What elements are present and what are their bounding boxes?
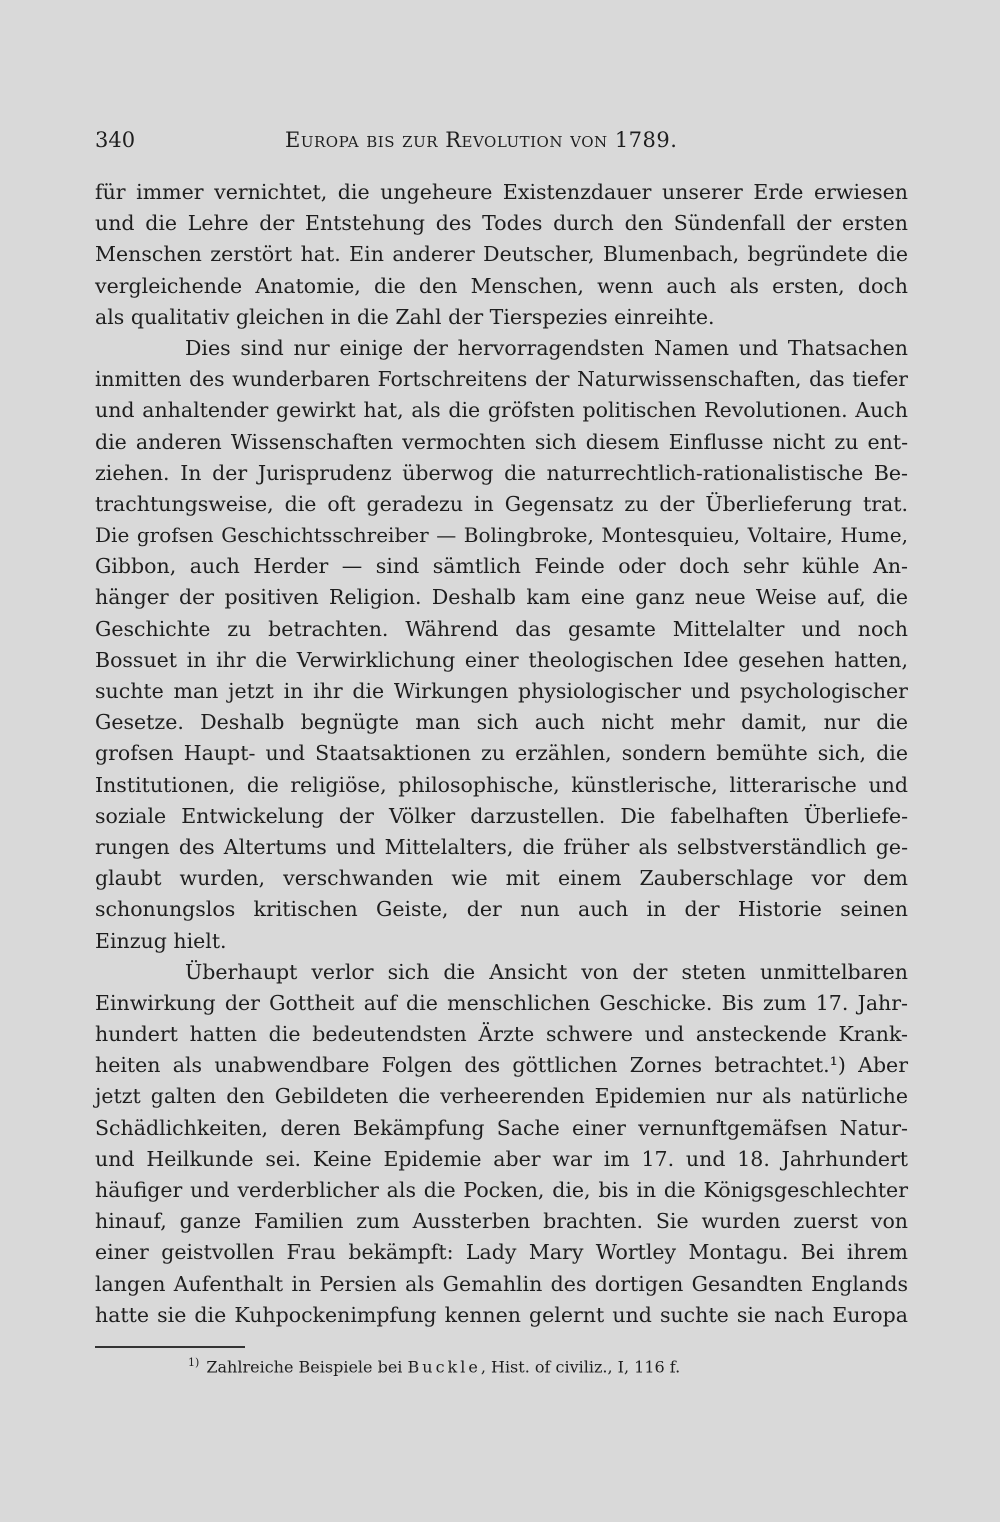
text-line: jetzt galten den Gebildeten die verheerenden Epidemien nur als natürliche xyxy=(95,1084,908,1109)
footnote-text-before: Zahlreiche Beispiele bei xyxy=(206,1357,403,1377)
footnote-author: Buckle xyxy=(407,1357,481,1377)
text-line: hundert hatten die bedeutendsten Ärzte schwere und ansteckende Krank- xyxy=(95,1022,908,1047)
text-line: Institutionen, die religiöse, philosophische, künstlerische, litterarische und xyxy=(95,772,908,797)
text-line: rungen des Altertums und Mittelalters, die früher als selbstverständlich ge- xyxy=(95,834,908,859)
page-number: 340 xyxy=(95,128,136,152)
footnote xyxy=(188,1352,680,1378)
running-title: Europa bis zur Revolution von 1789. xyxy=(285,128,678,152)
body-text xyxy=(95,177,908,1331)
text-line: Schädlichkeiten, deren Bekämpfung Sache einer vernunftgemäfsen Natur- xyxy=(95,1115,908,1140)
footnote-mark: 1) xyxy=(188,1356,200,1369)
text-line: vergleichende Anatomie, die den Menschen, wenn auch als ersten, doch xyxy=(95,273,908,298)
text-line: für immer vernichtet, die ungeheure Existenzdauer unserer Erde erwiesen xyxy=(95,180,908,204)
footnote-text-after: , Hist. of civiliz., I, 116 f. xyxy=(480,1357,681,1377)
text-line: suchte man jetzt in ihr die Wirkungen physiologischer und psychologischer xyxy=(95,679,908,703)
text-line: und die Lehre der Entstehung des Todes durch den Sündenfall der ersten xyxy=(95,211,908,236)
text-line: Menschen zerstört hat. Ein anderer Deutscher, Blumenbach, begründete die xyxy=(95,242,908,267)
text-line: heiten als unabwendbare Folgen des göttlichen Zornes betrachtet.¹) Aber xyxy=(95,1053,908,1078)
text-line: Die grofsen Geschichtsschreiber — Bolingbroke, Montesquieu, Voltaire, Hume, xyxy=(95,523,908,548)
text-line: trachtungsweise, die oft geradezu in Gegensatz zu der Überlieferung trat. xyxy=(95,491,908,516)
footnote-rule xyxy=(95,1346,245,1348)
running-header xyxy=(95,128,910,158)
text-line: einer geistvollen Frau bekämpft: Lady Mary Wortley Montagu. Bei ihrem xyxy=(95,1240,908,1265)
text-line: schonungslos kritischen Geiste, der nun auch in der Historie seinen xyxy=(95,897,908,922)
text-line: hinauf, ganze Familien zum Aussterben brachten. Sie wurden zuerst von xyxy=(95,1209,908,1234)
text-line: die anderen Wissenschaften vermochten sich diesem Einflusse nicht zu ent- xyxy=(95,429,908,454)
text-line: Gesetze. Deshalb begnügte man sich auch nicht mehr damit, nur die xyxy=(95,710,908,735)
text-line: Bossuet in ihr die Verwirklichung einer theologischen Idee gesehen hatten, xyxy=(95,647,908,672)
text-line: und anhaltender gewirkt hat, als die gröfsten politischen Revolutionen. Auch xyxy=(95,398,908,423)
text-line: langen Aufenthalt in Persien als Gemahlin des dortigen Gesandten Englands xyxy=(95,1271,908,1296)
text-line: glaubt wurden, verschwanden wie mit einem Zauberschlage vor dem xyxy=(95,866,908,891)
text-line: Dies sind nur einige der hervorragendsten Namen und Thatsachen xyxy=(185,335,908,360)
text-line: und Heilkunde sei. Keine Epidemie aber war im 17. und 18. Jahrhundert xyxy=(95,1146,908,1171)
text-line: als qualitativ gleichen in die Zahl der Tierspezies einreihte. xyxy=(95,304,715,329)
text-line: hatte sie die Kuhpockenimpfung kennen gelernt und suchte sie nach Europa xyxy=(95,1302,908,1327)
text-line: soziale Entwickelung der Völker darzustellen. Die fabelhaften Überliefe- xyxy=(95,803,908,828)
text-line: Überhaupt verlor sich die Ansicht von der steten unmittelbaren xyxy=(185,959,908,984)
text-line: Geschichte zu betrachten. Während das gesamte Mittelalter und noch xyxy=(95,616,908,641)
text-line: Einwirkung der Gottheit auf die menschlichen Geschicke. Bis zum 17. Jahr- xyxy=(95,990,908,1015)
text-line: Gibbon, auch Herder — sind sämtlich Feinde oder doch sehr kühle An- xyxy=(95,554,908,579)
text-line: inmitten des wunderbaren Fortschreitens der Naturwissenschaften, das tiefer xyxy=(95,367,908,392)
text-line: Einzug hielt. xyxy=(95,928,227,953)
text-line: grofsen Haupt- und Staatsaktionen zu erzählen, sondern bemühte sich, die xyxy=(95,741,908,766)
text-line: häufiger und verderblicher als die Pocken, die, bis in die Königsgeschlechter xyxy=(95,1178,908,1202)
text-line: ziehen. In der Jurisprudenz überwog die naturrechtlich-rationalistische Be- xyxy=(95,460,908,485)
text-line: hänger der positiven Religion. Deshalb kam eine ganz neue Weise auf, die xyxy=(95,585,908,610)
